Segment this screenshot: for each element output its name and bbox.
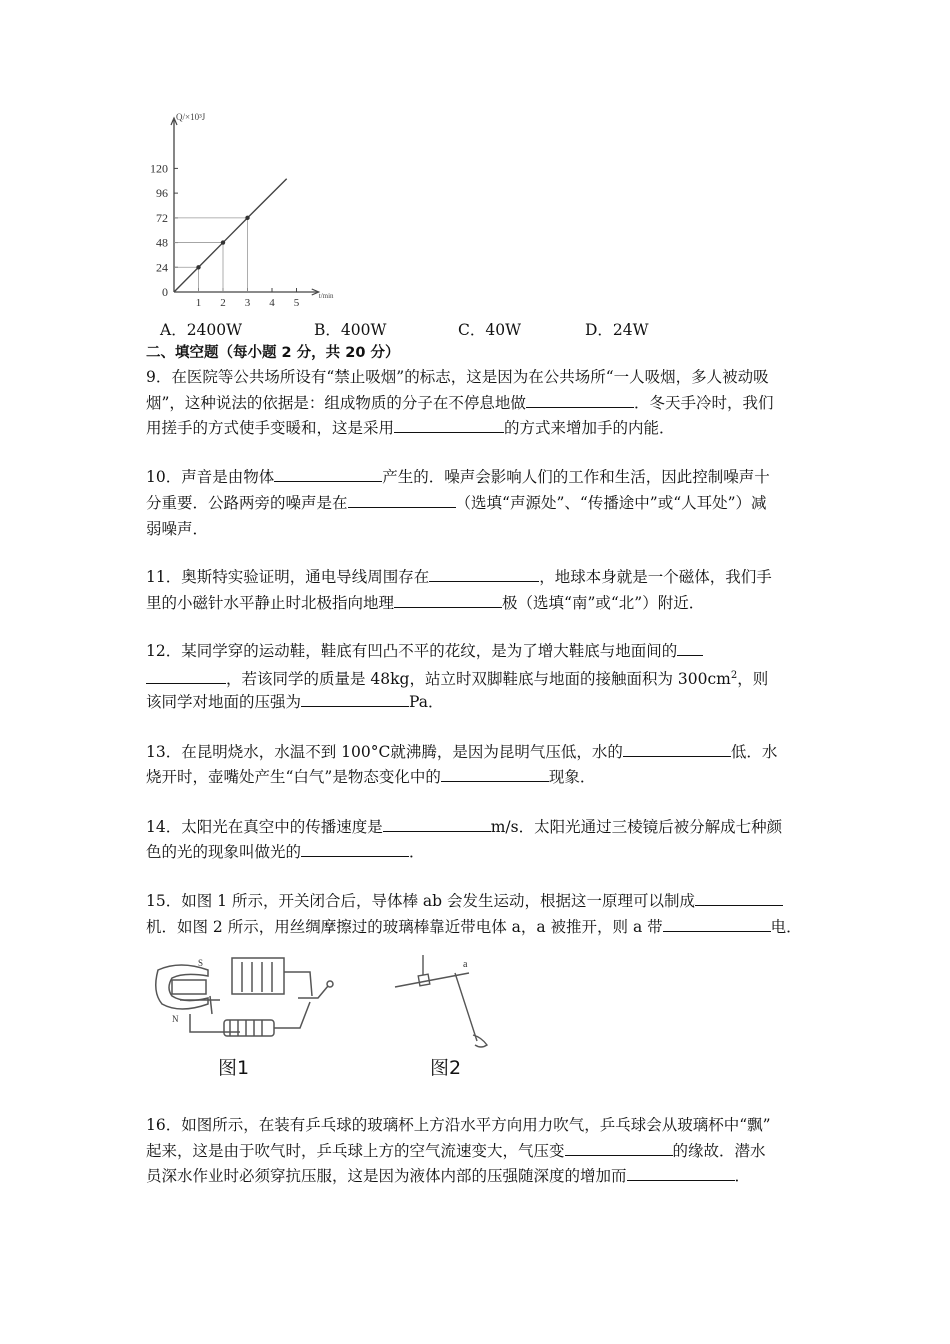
- q16-blank1[interactable]: [565, 1141, 673, 1156]
- x-tick-label: 2: [220, 297, 226, 309]
- q14-blank1[interactable]: [383, 817, 491, 832]
- q16-line2: 起来，这是由于吹气时，乒乓球上方的空气流速变大，气压变 的缘故．潜水: [146, 1142, 766, 1160]
- figure-2-rod: [385, 945, 495, 1055]
- y-tick-label: 96: [156, 186, 168, 201]
- q9-line3: 用搓手的方式使手变暖和，这是采用 的方式来增加手的内能．: [146, 419, 675, 437]
- x-tick-label: 1: [195, 297, 202, 309]
- q11-blank1[interactable]: [429, 567, 539, 582]
- q10-blank1[interactable]: [274, 467, 382, 482]
- q13-line2: 烧开时，壶嘴处产生“白气”是物态变化中的 现象．: [146, 768, 596, 786]
- q12-blank1[interactable]: [146, 669, 226, 684]
- q14-blank2[interactable]: [301, 842, 409, 857]
- q14-line2: 色的光的现象叫做光的 ．: [146, 843, 425, 861]
- q11-blank2[interactable]: [394, 593, 502, 608]
- q9-blank1[interactable]: [526, 393, 634, 408]
- q13-line1: 13．在昆明烧水，水温不到 100°C就沸腾，是因为昆明气压低，水的 低．水: [146, 743, 778, 761]
- q9-line2: 烟”，这种说法的依据是：组成物质的分子在不停息地做 ．冬天手冷时，我们: [146, 394, 774, 412]
- q15-line2: 机．如图 2 所示，用丝绸摩擦过的玻璃棒靠近带电体 a，a 被推开，则 a 带 电．: [146, 918, 802, 936]
- data-point: [245, 216, 249, 220]
- x-tick-label: 4: [269, 297, 275, 309]
- y-tick-label: 120: [150, 161, 168, 176]
- x-tick-label: 5: [293, 297, 300, 309]
- q12-blank1-start[interactable]: [677, 641, 703, 656]
- q10-line2: 分重要．公路两旁的噪声是在 （选填“声源处”、“传播途中”或“人耳处”）减: [146, 494, 767, 512]
- svg-text:S: S: [198, 958, 204, 968]
- q10-blank2[interactable]: [348, 493, 456, 508]
- q15-line1: 15．如图 1 所示，开关闭合后，导体棒 ab 会发生运动，根据这一原理可以制成: [146, 891, 783, 911]
- figure-1-circuit: [150, 952, 350, 1052]
- q15-blank2[interactable]: [663, 917, 771, 932]
- figure-1-caption: 图1: [218, 1057, 250, 1079]
- data-point: [196, 265, 200, 269]
- q16-blank2[interactable]: [627, 1166, 735, 1181]
- q9-line1: 9．在医院等公共场所设有“禁止吸烟”的标志，这是因为在公共场所“一人吸烟，多人被动吸: [146, 368, 769, 386]
- q13-blank1[interactable]: [623, 742, 731, 757]
- y-tick-label: 48: [156, 235, 168, 250]
- q14-line1: 14．太阳光在真空中的传播速度是 m/s．太阳光通过三棱镜后被分解成七种颜: [146, 818, 783, 836]
- x-axis-label: t/min: [318, 292, 334, 300]
- q16-line3: 员深水作业时必须穿抗压服，这是因为液体内部的压强随深度的增加而 ．: [146, 1167, 751, 1185]
- y-tick-label: 0: [162, 285, 168, 299]
- q16-line1: 16．如图所示，在装有乒乓球的玻璃杯上方沿水平方向用力吹气，乒乓球会从玻璃杯中“飘”: [146, 1116, 771, 1134]
- q9-blank2[interactable]: [394, 418, 504, 433]
- q12-blank2[interactable]: [301, 692, 409, 707]
- data-point: [221, 240, 225, 244]
- option-a: A．2400W: [160, 321, 243, 339]
- svg-text:N: N: [172, 1014, 179, 1024]
- y-axis-label: Q/×10³J: [176, 112, 206, 122]
- option-b: B．400W: [314, 321, 387, 339]
- q11-line2: 里的小磁针水平静止时北极指向地理 极（选填“南”或“北”）附近．: [146, 594, 705, 612]
- y-tick-label: 24: [156, 260, 168, 275]
- q-t-chart: [140, 112, 380, 312]
- series-line: [174, 179, 287, 292]
- figure-2-caption: 图2: [430, 1057, 462, 1079]
- x-tick-label: 3: [244, 297, 251, 309]
- option-c: C．40W: [458, 321, 522, 339]
- q13-blank2[interactable]: [441, 767, 549, 782]
- q12-line3: 该同学对地面的压强为 Pa．: [146, 693, 444, 711]
- q15-blank1[interactable]: [695, 891, 783, 906]
- q11-line1: 11．奥斯特实验证明，通电导线周围存在 ，地球本身就是一个磁体，我们手: [146, 568, 772, 586]
- q10-line3: 弱噪声．: [146, 520, 209, 538]
- section-title: 二、填空题（每小题 2 分，共 20 分）: [146, 345, 400, 361]
- q10-line1: 10．声音是由物体 产生的．噪声会影响人们的工作和生活，因此控制噪声十: [146, 468, 770, 486]
- y-tick-label: 72: [156, 210, 168, 225]
- option-d: D．24W: [585, 321, 649, 339]
- q12-line1: 12．某同学穿的运动鞋，鞋底有凹凸不平的花纹，是为了增大鞋底与地面间的: [146, 641, 703, 661]
- svg-text:a: a: [463, 959, 468, 970]
- q12-line2: ，若该同学的质量是 48kg，站立时双脚鞋底与地面的接触面积为 $300cm^2$，则: [146, 666, 768, 689]
